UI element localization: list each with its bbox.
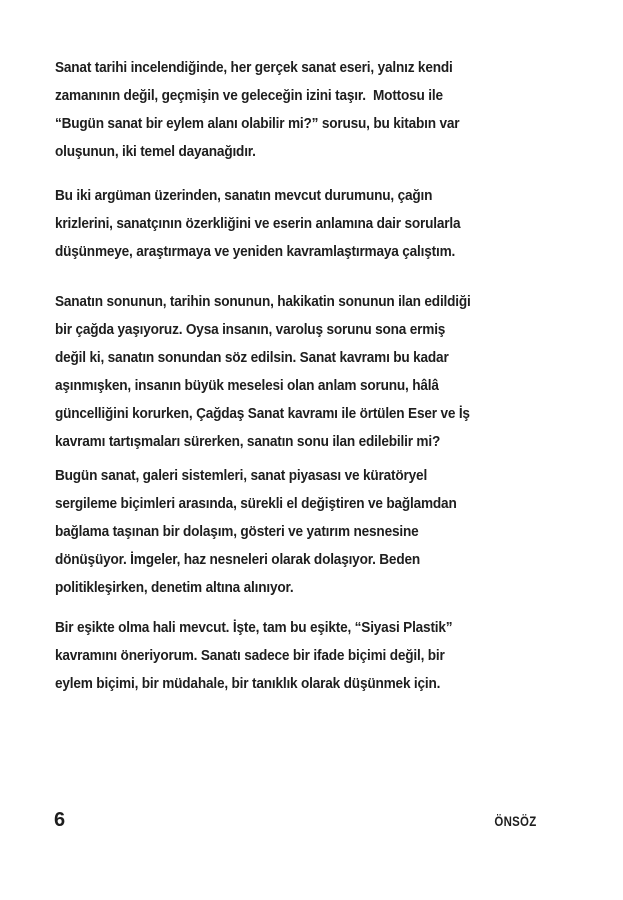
paragraph xyxy=(55,462,457,602)
text-line: Sanatın sonunun, tarihin sonunun, hakikatin sonunun ilan edildiği xyxy=(55,294,471,310)
text-line: krizlerini, sanatçının özerkliğini ve eserin anlamına dair sorularla xyxy=(55,216,461,232)
text-line: dönüşüyor. İmgeler, haz nesneleri olarak dolaşıyor. Beden xyxy=(55,552,420,568)
text-line: politikleşirken, denetim altına alınıyor. xyxy=(55,580,294,596)
text-line: kavramını öneriyorum. Sanatı sadece bir ifade biçimi değil, bir xyxy=(55,648,445,664)
text-line: bir çağda yaşıyoruz. Oysa insanın, varoluş sorunu sona ermiş xyxy=(55,322,446,338)
text-line: Sanat tarihi incelendiğinde, her gerçek sanat eseri, yalnız kendi xyxy=(55,60,453,76)
paragraph xyxy=(55,54,459,166)
text-line: eylem biçimi, bir müdahale, bir tanıklık olarak düşünmek için. xyxy=(55,676,441,692)
text-line: Bugün sanat, galeri sistemleri, sanat piyasası ve küratöryel xyxy=(55,468,428,484)
text-line: “Bugün sanat bir eylem alanı olabilir mi?” sorusu, bu kitabın var xyxy=(55,116,460,132)
paragraph xyxy=(55,288,471,456)
text-line: zamanının değil, geçmişin ve geleceğin izini taşır. Mottosu ile xyxy=(55,88,443,104)
text-line: aşınmışken, insanın büyük meselesi olan anlam sorunu, hâlâ xyxy=(55,378,439,394)
text-line: Bir eşikte olma hali mevcut. İşte, tam bu eşikte, “Siyasi Plastik” xyxy=(55,620,453,636)
text-line: bağlama taşınan bir dolaşım, gösteri ve yatırım nesnesine xyxy=(55,524,419,540)
text-line: değil ki, sanatın sonundan söz edilsin. Sanat kavramı bu kadar xyxy=(55,350,449,366)
paragraph xyxy=(55,614,452,698)
text-line: Bu iki argüman üzerinden, sanatın mevcut durumunu, çağın xyxy=(55,188,433,204)
text-line: kavramı tartışmaları sürerken, sanatın sonu ilan edilebilir mi? xyxy=(55,434,441,450)
text-line: sergileme biçimleri arasında, sürekli el değiştiren ve bağlamdan xyxy=(55,496,457,512)
running-title: ÖNSÖZ xyxy=(494,814,537,829)
text-line: güncelliğini korurken, Çağdaş Sanat kavramı ile örtülen Eser ve İş xyxy=(55,406,470,422)
text-line: oluşunun, iki temel dayanağıdır. xyxy=(55,144,256,160)
paragraph xyxy=(55,182,460,266)
page-number: 6 xyxy=(54,809,66,831)
text-line: düşünmeye, araştırmaya ve yeniden kavramlaştırmaya çalıştım. xyxy=(55,244,456,260)
